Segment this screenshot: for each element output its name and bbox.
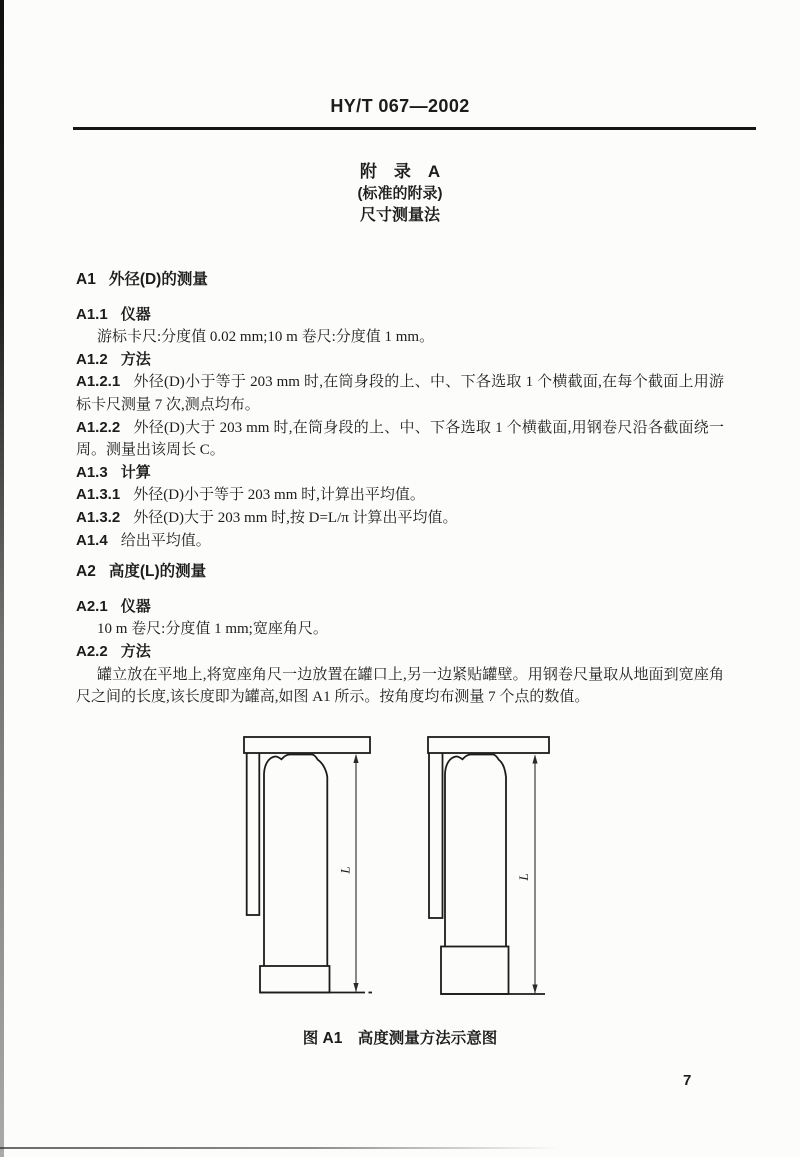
section-heading-a1: A1 外径(D)的测量 [76,271,208,288]
standard-code: HY/T 067—2002 [330,96,470,116]
clause-a1-4: A1.4 给出平均值。 [76,531,211,549]
document-body [76,260,724,709]
appendix-heading: 尺寸测量法 [359,207,440,224]
square-seat-right [429,752,443,918]
square-seat-left [247,752,260,915]
figure-a1-diagram [228,730,578,1002]
figure-caption: 图 A1 高度测量方法示意图 [302,1030,498,1047]
tank-figure-left [244,737,372,993]
arrowhead-up-left [353,754,358,763]
tank-outline-right [445,755,506,947]
dimension-label-right: L [516,873,531,881]
clause-a1-3-2: A1.3.2 外径(D)大于 203 mm 时,按 D=L/π 计算出平均值。 [76,508,458,526]
arrowhead-down-right [532,985,537,994]
square-blade-right [428,737,549,753]
clause-heading-a2-1: A2.1 仪器 [76,597,151,615]
scan-edge-artifact-bottom [0,1147,560,1149]
dimension-label-left: L [337,866,353,874]
tank-base-left [260,966,330,993]
page-number: 7 [683,1072,692,1089]
clause-a1-2-2: A1.2.2 外径(D)大于 203 mm 时,在筒身段的上、中、下各选取 1 个横截面,用钢卷尺沿各截面绕一周。测量出该周长 C。 [76,418,724,459]
square-blade-left [244,737,370,753]
paragraph-a2-2: 罐立放在平地上,将宽座角尺一边放置在罐口上,另一边紧贴罐壁。用钢卷尺量取从地面到宽座角尺之间的长度,该长度即为罐高,如图 A1 所示。按角度均布测量 7 个点的数值。 [76,666,724,706]
clause-heading-a1-3: A1.3 计算 [76,463,151,481]
appendix-title: 附 录 A [359,162,441,181]
clause-heading-a2-2: A2.2 方法 [76,642,151,660]
tank-figure-right [428,737,549,994]
section-heading-a2: A2 高度(L)的测量 [76,563,207,581]
height-measurement-diagram [228,730,578,1002]
header-rule [73,127,756,130]
arrowhead-up-right [532,755,537,764]
clause-a1-2-1: A1.2.1 外径(D)小于等于 203 mm 时,在筒身段的上、中、下各选取 1 个横截面,在每个截面上用游标卡尺测量 7 次,测点均布。 [76,373,724,413]
clause-heading-a1-1: A1.1 仪器 [76,305,151,323]
clause-heading-a1-2: A1.2 方法 [76,350,151,368]
tank-base-right [441,947,509,995]
arrowhead-down-left [353,983,358,992]
paragraph-a2-1: 10 m 卷尺:分度值 1 mm;宽座角尺。 [97,621,328,638]
paragraph-a1-1: 游标卡尺:分度值 0.02 mm;10 m 卷尺:分度值 1 mm。 [97,329,435,346]
appendix-subtitle: (标准的附录) [357,185,443,202]
tank-outline-left [264,755,327,967]
appendix-title-block [0,161,800,227]
clause-a1-3-1: A1.3.1 外径(D)小于等于 203 mm 时,计算出平均值。 [76,486,425,504]
